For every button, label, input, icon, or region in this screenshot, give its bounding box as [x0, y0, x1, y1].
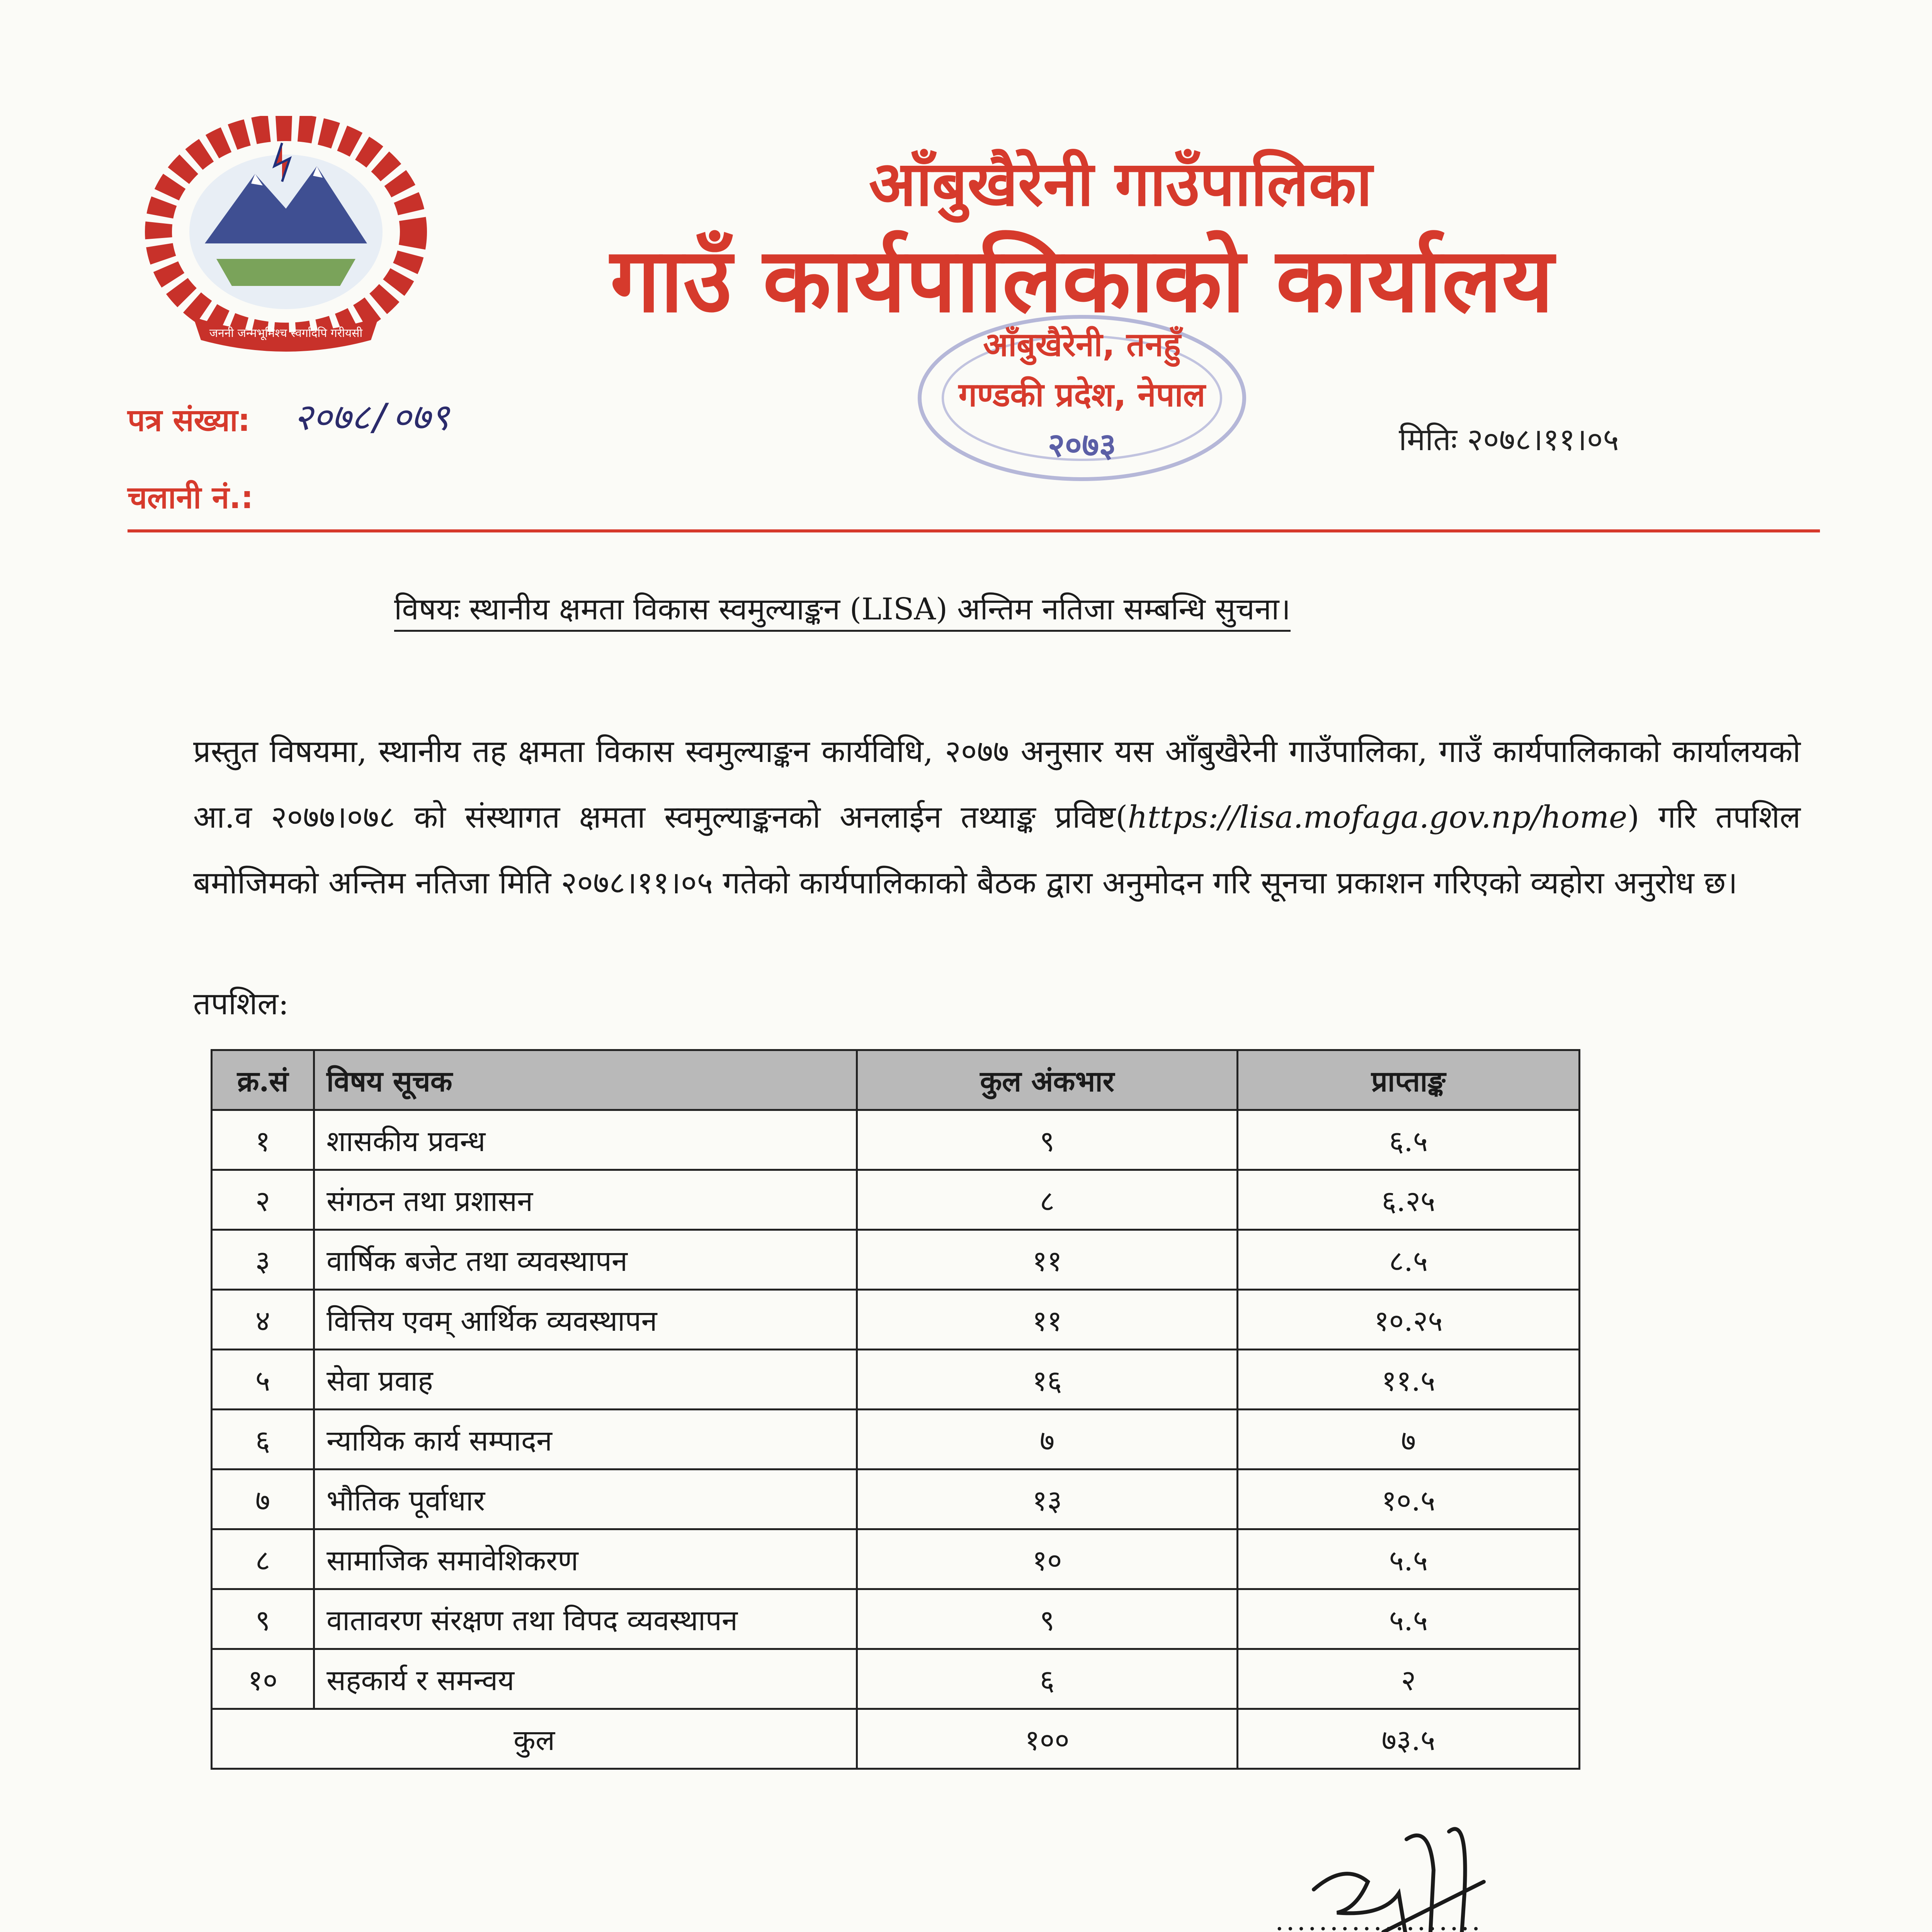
row-indicator: संगठन तथा प्रशासन — [314, 1170, 857, 1230]
row-full-marks: ६ — [857, 1649, 1238, 1709]
table-row — [212, 1529, 1580, 1589]
body-text-part1: प्रस्तुत विषयमा, स्थानीय तह क्षमता विकास स्वमुल्याङ्कन कार्यविधि, २०७७ अनुसार यस आँबुखैरेनी गाउँपालिका, गाउँ कार्यपालिकाको कार्यालयको आ.व २०७७।०७८ को संस्थागत क्षमता स्वमुल्याङ्कनको अनलाईन तथ्याङ्क प्रविष्ट( — [193, 733, 1801, 835]
row-indicator: भौतिक पूर्वाधार — [314, 1469, 857, 1529]
row-full-marks: ९ — [857, 1110, 1238, 1170]
table-row — [212, 1410, 1580, 1469]
table-total-row — [212, 1709, 1580, 1769]
row-obtained-marks: १०.५ — [1238, 1469, 1580, 1529]
table-row — [212, 1649, 1580, 1709]
table-row — [212, 1290, 1580, 1350]
tapashil-heading: तपशिल: — [193, 986, 289, 1022]
row-serial: ६ — [212, 1410, 314, 1469]
row-full-marks: ९ — [857, 1589, 1238, 1649]
body-text-part2: ) गरि तपशिल बमोजिमको अन्तिम नतिजा मिति २०७८।११।०५ गतेको कार्यपालिकाको बैठक द्वारा अनुमोदन गरि सूनचा प्रकाशन गरिएको व्यहोरा अनुरोध छ। — [193, 799, 1801, 901]
table-row — [212, 1350, 1580, 1410]
row-serial: ५ — [212, 1350, 314, 1410]
row-obtained-marks: १०.२५ — [1238, 1290, 1580, 1350]
signature-dotted-line: ................... — [1275, 1905, 1483, 1932]
letter-date: मितिः २०७८।११।०५ — [1399, 422, 1619, 457]
address-line1: आँबुखैरेनी, तनहुँ — [983, 326, 1181, 364]
header-serial: क्र.सं — [212, 1050, 314, 1110]
address-line2: गण्डकी प्रदेश, नेपाल — [958, 376, 1206, 414]
row-indicator: न्यायिक कार्य सम्पादन — [314, 1410, 857, 1469]
row-obtained-marks: ११.५ — [1238, 1350, 1580, 1410]
header-obtained-marks: प्राप्ताङ्क — [1238, 1050, 1580, 1110]
row-indicator: सहकार्य र समन्वय — [314, 1649, 857, 1709]
row-full-marks: १३ — [857, 1469, 1238, 1529]
row-full-marks: १६ — [857, 1350, 1238, 1410]
table-body — [212, 1110, 1580, 1709]
header-divider — [128, 529, 1820, 532]
table-row — [212, 1230, 1580, 1290]
org-name-line1: आँबुखैरेनी गाउँपालिका — [869, 148, 1372, 220]
row-full-marks: ११ — [857, 1230, 1238, 1290]
table-row — [212, 1170, 1580, 1230]
row-obtained-marks: २ — [1238, 1649, 1580, 1709]
row-obtained-marks: ८.५ — [1238, 1230, 1580, 1290]
row-indicator: सेवा प्रवाह — [314, 1350, 857, 1410]
letter-body — [193, 719, 1801, 916]
row-full-marks: ११ — [857, 1290, 1238, 1350]
row-serial: २ — [212, 1170, 314, 1230]
emblem-banner-text: जननी जन्मभूमिश्च स्वर्गादपि गरीयसी — [209, 327, 363, 340]
row-full-marks: ७ — [857, 1410, 1238, 1469]
row-full-marks: १० — [857, 1529, 1238, 1589]
chalani-number-label: चलानी नं.: — [128, 480, 253, 515]
header-indicator: विषय सूचक — [314, 1050, 857, 1110]
letter-subject: विषयः स्थानीय क्षमता विकास स्वमुल्याङ्कन (LISA) अन्तिम नतिजा सम्बन्धि सुचना। — [394, 587, 1291, 632]
row-obtained-marks: ७ — [1238, 1410, 1580, 1469]
row-serial: १ — [212, 1110, 314, 1170]
total-label: कुल — [212, 1709, 857, 1769]
row-indicator: वित्तिय एवम् आर्थिक व्यवस्थापन — [314, 1290, 857, 1350]
table-row — [212, 1469, 1580, 1529]
row-obtained-marks: ५.५ — [1238, 1589, 1580, 1649]
total-obtained-marks: ७३.५ — [1238, 1709, 1580, 1769]
nepal-emblem-logo — [139, 116, 433, 355]
row-serial: ३ — [212, 1230, 314, 1290]
org-name-line2: गाउँ कार्यपालिकाको कार्यालय — [610, 229, 1554, 332]
total-full-marks: १०० — [857, 1709, 1238, 1769]
row-full-marks: ८ — [857, 1170, 1238, 1230]
row-indicator: वातावरण संरक्षण तथा विपद व्यवस्थापन — [314, 1589, 857, 1649]
row-indicator: सामाजिक समावेशिकरण — [314, 1529, 857, 1589]
row-indicator: वार्षिक बजेट तथा व्यवस्थापन — [314, 1230, 857, 1290]
table-header-row — [212, 1050, 1580, 1110]
lisa-result-table — [211, 1049, 1580, 1770]
row-obtained-marks: ६.२५ — [1238, 1170, 1580, 1230]
patra-sankhya-value: २०७८/०७९ — [294, 396, 449, 439]
row-obtained-marks: ६.५ — [1238, 1110, 1580, 1170]
row-indicator: शासकीय प्रवन्ध — [314, 1110, 857, 1170]
table-row — [212, 1110, 1580, 1170]
lisa-portal-link: https://lisa.mofaga.gov.np/home — [1128, 799, 1628, 835]
row-serial: ७ — [212, 1469, 314, 1529]
row-obtained-marks: ५.५ — [1238, 1529, 1580, 1589]
table-row — [212, 1589, 1580, 1649]
row-serial: १० — [212, 1649, 314, 1709]
row-serial: ४ — [212, 1290, 314, 1350]
row-serial: ८ — [212, 1529, 314, 1589]
patra-sankhya-label: पत्र संख्या: — [128, 402, 250, 438]
stamp-year: २०७३ — [1048, 426, 1116, 464]
row-serial: ९ — [212, 1589, 314, 1649]
header-full-marks: कुल अंकभार — [857, 1050, 1238, 1110]
